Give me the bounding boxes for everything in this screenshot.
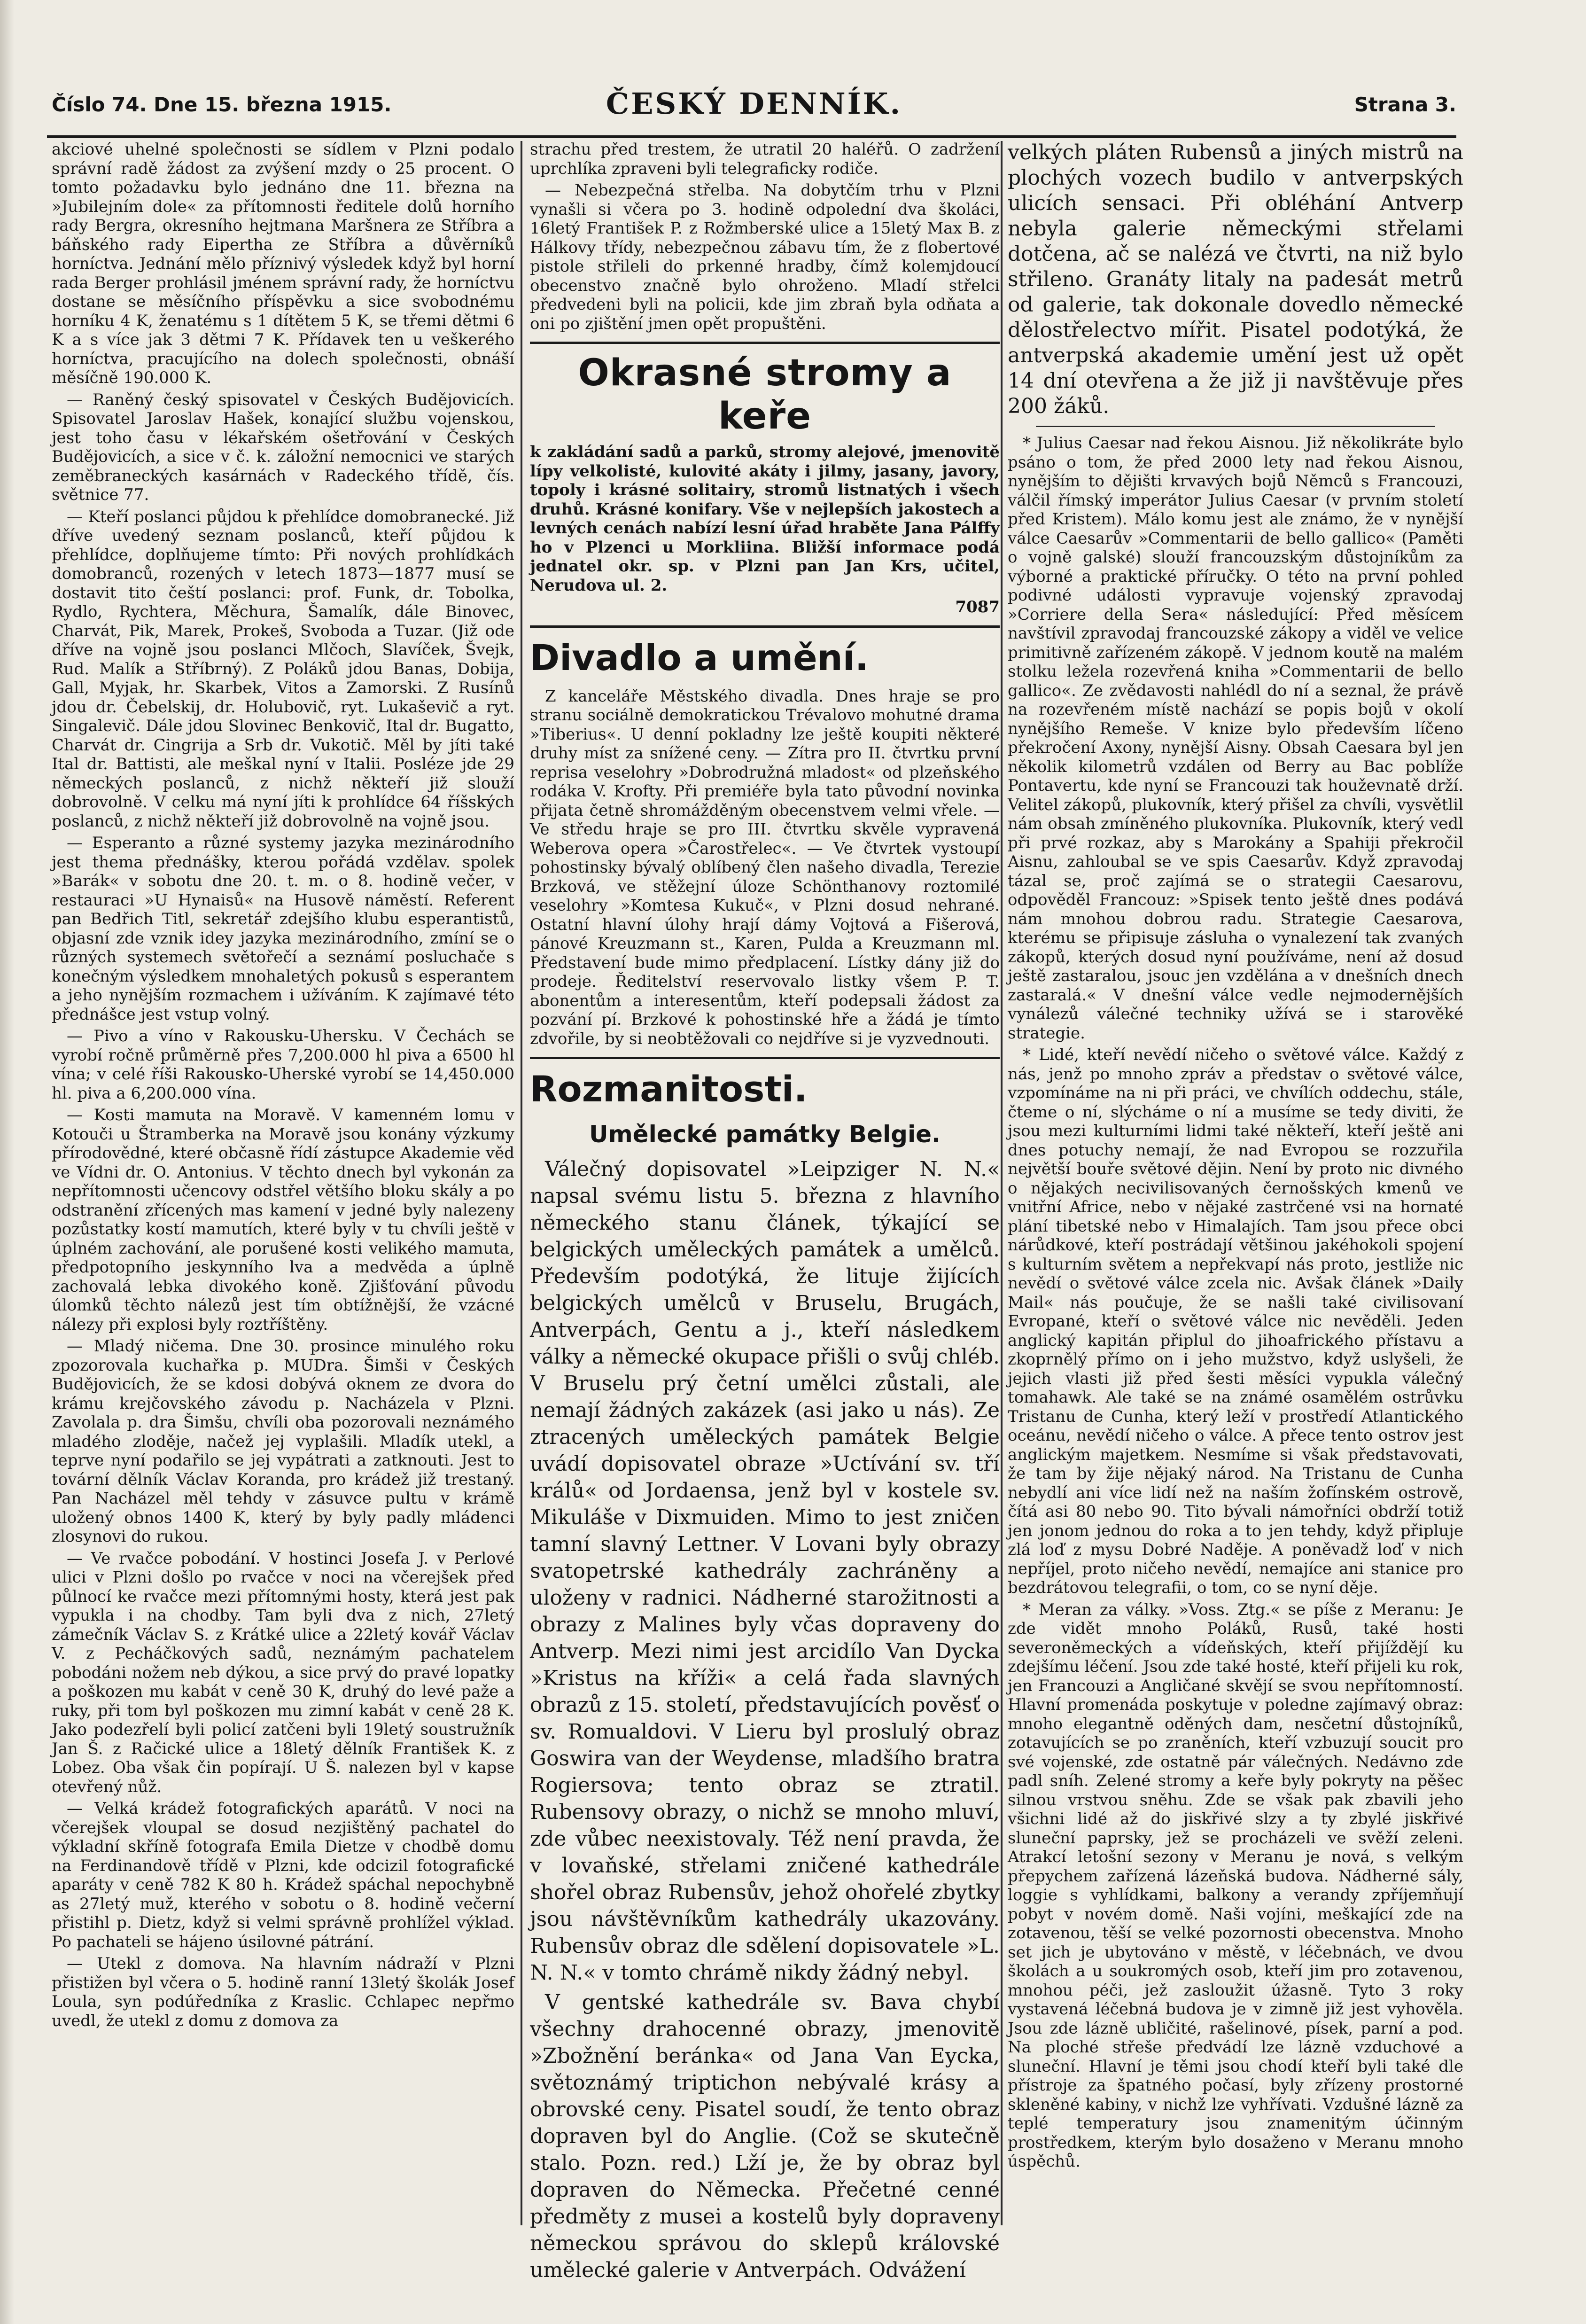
article-text: strachu před trestem, že utratil 20 haléřů. O zadržení uprchlíka zpraveni byli telegraficky rodiče. <box>530 140 1000 178</box>
column-divider <box>1001 141 1003 2225</box>
section-heading-theatre: Divadlo a umění. <box>530 636 869 678</box>
section-rule <box>530 342 1000 344</box>
news-item-esperanto: — Esperanto a různé systemy jazyka mezinárodního jest thema přednášky, kterou pořádá vzdělav. spolek »Barák« v sobotu dne 20. t. m. o 8. hodině večer, v restauraci »U Hynaisů« na Husově náměstí. Referent pan Bedřich Titl, sekretář zdejšího klubu esperantistů, objasní zde vznik idey jazyka mezinárodního, zmíní se o různých systemech světořečí a seznámí posluchače s konečným výsledkem mnohaletých pokusů s esperantem a jeho nynějším rozmachem i užíváním. K zajímavé této přednášce jest vstup volný. <box>52 834 514 1024</box>
news-item-mammoth: — Kosti mamuta na Moravě. V kamenném lomu v Kotouči u Štramberka na Moravě jsou konány výzkumy přírodovědné, které občasně řídí zástupce Akademie věd ve Vídni dr. O. Antonius. V těchto dnech byl vykonán za nepřítomnosti učencovy odstřel většího bloku skály a po odstranění zřícených mas kamení v jedné byly nalezeny pozůstatky kostí mamutích, které byly v tu chvíli ještě v úplném zachování, ale porušené kosti velikého mamuta, předpotopního jeskynního lva a medvěda a úplně zachovalá lebka divokého koně. Zjišťování původu úlomků těchto nálezů jest tím obtížnější, že vzácné nálezy při explosi byly roztříštěny. <box>52 1106 514 1334</box>
news-item-writer: — Raněný český spisovatel v Českých Budějovicích. Spisovatel Jaroslav Hašek, konající službu vojenskou, jest toho času v lékařském ošetřování v Českých Budějovicích, a sice v č. k. záložní nemocnici ve starých zeměbraneckých kasárnách v Radeckého třídě, čís. světnice 77. <box>52 390 514 504</box>
column-1 <box>52 140 514 2225</box>
section-rule <box>530 625 1000 628</box>
issue-date: Číslo 74. Dne 15. března 1915. <box>52 93 392 116</box>
section-rule <box>1036 426 1435 427</box>
section-heading-misc: Rozmanitosti. <box>530 1068 808 1110</box>
masthead-title: ČESKÝ DENNÍK. <box>606 86 902 121</box>
article-text: V gentské kathedrále sv. Bava chybí všechny drahocenné obrazy, jmenovitě »Zbožnění beránka« od Jana Van Eycka, světoznámý triptichon nebývalé krásy a obrovské ceny. Pisatel soudí, že tento obraz dopraven byl do Anglie. (Což se skutečně stalo. Pozn. red.) Lží je, že by obraz byl dopraven do Německa. Přečetné cenné předměty z musei a kostelů byly dopraveny německou správou do sklepů královské umělecké galerie v Antverpách. Odvážení <box>530 1990 1000 2282</box>
page-edge-shadow <box>0 0 14 2324</box>
news-item-young-thief: — Mladý ničema. Dne 30. prosince minulého roku zpozorovala kuchařka p. MUDra. Šimši v Českých Budějovicích, že se kdosi dobývá oknem ze dvora do krámu krejčovského závodu p. Nacházela v Plzni. Zavolala p. dra Šimšu, chvíli oba pozorovali neznámého mladého zloděje, načež jej vyplašili. Mladík utekl, a teprve nyní podařilo se jej vypátrati a zatknouti. Jest to tovární dělník Václav Koranda, pro krádež již trestaný. Pan Nacházel měl tehdy v zásuvce pultu v krámě uložený obnos 1400 K, který by byly padly mládenci zlosynovi do rukou. <box>52 1337 514 1546</box>
article-text: velkých pláten Rubensů a jiných mistrů na plochých vozech budilo v antverpských ulicích sensaci. Při obléhání Antverp nebyla galerie německými střelami dotčena, ač se nalézá ve čtvrti, na niž bylo střileno. Granáty litaly na padesát metrů od galerie, tak dokonale dovedlo německé dělostřelectvo mířit. Pisatel podotýká, že antverpská akademie umění jest už opět 14 dní otevřena a že již ji navštěvuje přes 200 žáků. <box>1008 140 1463 418</box>
news-item-camera-theft: — Velká krádež fotografických aparátů. V noci na včerejšek vloupal se dosud nezjištěný pachatel do výkladní skříně fotografa Emila Dietze v chodbě domu na Ferdinandově třídě v Plzni, kde odcizil fotografické aparáty v ceně 782 K 80 h. Krádež spáchal nepochybně as 27letý muž, kterého v sobotu o 8. hodině večerní přistihl p. Dietz, když si velmi správně prohlížel výklad. Po pachateli se hájeno úsilovné pátrání. <box>52 1799 514 1951</box>
article-text: akciové uhelné společnosti se sídlem v Plzni podalo správní radě žádost za zvýšení mzdy o 25 procent. O tomto požadavku bylo jednáno dne 11. března na »Jubilejním dole« za přítomnosti ředitele dolů horního rady Bergra, okresního hejtmana Maršnera ze Stříbra a báňského rady Eipertha ze Stříbra a důvěrníků horníctva. Jednání mělo příznivý výsledek když byl horní rada Berger prohlásil jménem správní rady, že horníctvu dostane se měsíčního příspěvku a sice svobodnému horníku 4 K, ženatému s 1 dítětem 5 K, se třemi dětmi 6 K a s více jak 3 dětmi 7 K. Přídavek ten u veškerého horníctva, pracujícího na dolech společnosti, obnáší měsíčně 190.000 K. <box>52 140 514 387</box>
news-item-beer-wine: — Pivo a víno v Rakousku-Uhersku. V Čechách se vyrobí ročně průměrně přes 7,200.000 hl piva a 6500 hl vína; v celé říši Rakousko-Uherské vyrobí se 14,450.000 hl. piva a 6,200.000 vína. <box>52 1027 514 1103</box>
column-3 <box>1008 140 1463 2225</box>
column-2 <box>530 140 1000 2282</box>
news-item-unaware-people: * Lidé, kteří nevědí ničeho o světové válce. Každý z nás, jenž po mnoho zpráv a představ o světové válce, vzpomínáme na ni při práci, ve chvílích oddechu, stále, čteme o ní, slýcháme o ní a musíme se tedy diviti, že jsou mezi kulturními lidmi také někteří, kteří ještě ani dnes potuchy nemají, že nad Evropou se rozzuřila největší bouře světové dějin. Není by proto nic divného o nějakých necivilisovaných černošských kmenů ve vnitřní Africe, nebo v nějaké zastrčené vsi na hornaté plání tibetské nebo v Himalajích. Tam jsou přece obci nárůdkové, kteří postrádají většinou jakéhokoli spojení s kulturním světem a nepřekvapí nás proto, jestliže nic nevědí o světové válce zcela nic. Avšak článek »Daily Mail« nás poučuje, že se našli také civilisovaní Evropané, kteří o světové válce nic nevěděli. Jeden anglický kapitán připlul do jihoafrického přístavu a zkoprnělý přímo on i jeho mužstvo, když uslyšeli, že jejich vlasti již před šesti měsíci vypukla válečný tomahawk. Ale také se na známé osamělém ostrůvku Tristanu de Cunha, který leží v prostředí Atlantického oceánu, nevědí ničeho o válce. A přece tento ostrov jest anglickým majetkem. Nesmíme si však představovati, že tam by žije nějaký národ. Na Tristanu de Cunha nebydlí ani více lidí než na naším žofínském ostrově, čítá asi 80 nebo 90. Tito bývali námořníci obdrží totiž jen jonom jednou do roka a to jen tehdy, když připluje zlá loď z mysu Dobré Naděje. A poněvadž loď v nich nepříjel, proto ničeho nevědí, nemajíce ani stanice pro bezdrátovou telegrafii, o tom, co se nyní děje. <box>1008 1045 1463 1597</box>
theatre-text: Z kanceláře Městského divadla. Dnes hraje se pro stranu sociálně demokratickou Trévalovo mohutné drama »Tiberius«. U denní pokladny lze ještě koupiti některé druhy míst za snížené ceny. — Zítra pro II. čtvrtku první reprisa veselohry »Dobrodružná mladost« od plzeňského rodáka V. Krofty. Při premiéře byla tato původní novinka přijata četně shromážděným obecenstvem velmi vřele. — Ve středu hraje se pro III. čtvrtku skvěle vypravená Weberova opera »Čarostřelec«. — Ve čtvrtek vystoupí pohostinsky bývalý oblíbený člen našeho divadla, Terezie Brzková, ve stěžejní úloze Schönthanovy roztomilé veselohry »Komtesa Kukuč«, v Plzni dosud nehrané. Ostatní hlavní úlohy hrají dámy Vojtová a Fišerová, pánové Kreuzmann st., Karen, Pulda a Kreuzmann ml. Představení bude mimo předplacení. Lístky dány již do prodeje. Ředitelství reservovalo listky všem P. T. abonentům a interesentům, kteří podepsali žádost za pozvání pí. Brzkové k pohostinské hře a žádá je tímto zdvořile, by si neobtěžovali co nejdříve si je vyzvednouti. <box>530 686 1000 1048</box>
news-item-caesar: * Julius Caesar nad řekou Aisnou. Již několikráte bylo psáno o tom, že před 2000 lety nad řekou Aisnou, nynějším to dějišti krvavých bojů Němců s Francouzi, válčil římský imperátor Julius Caesar (v prvním století před Kristem). Málo komu jest ale známo, že v nynější válce Caesarův »Commentarii de bello gallico« (Paměti o vojně galské) slouží francouzským důstojníkům za výborné a praktické příručky. O této na první pohled podivné události vypravuje vojenský zpravodaj »Corriere della Sera« následující: Před měsícem navštívil zpravodaj francouzské zákopy a viděl ve velice primitivně zařízeném zákopě. V jednom koutě na malém stolku ležela rozevřená kniha »Commentarii de bello gallico«. Ze zvědavosti nahlédl do ní a seznal, že právě na rozevřeném místě nachází se popis bojů v okolí nynějšího Remeše. V knize bylo především líčeno překročení Axony, nynější Aisny. Obsah Caesara byl jen několik kilometrů vzdálen od Berry au Bac poblíže Pontavertu, kde nyní se Francouzi tak houževnatě drží. Velitel zákopů, plukovník, který přišel za chvíli, vysvětlil nám obsah zmíněného plukovníka. Plukovník, který vedl při prvé rozkaz, aby s Marokány a Spahiji překročil Aisnu, zahloubal se ve spis Caesarův. Když zpravodaj tázal se, proč zajímá se o strategii Caesarovu, odpověděl Francouz: »Spisek tento ještě dnes podává nám mnohou dobrou radu. Strategie Caesarova, kterému se připisuje zásluha o vynalezení tak zvaných zákopů, kterých dosud nyní používáme, není až dosud ještě zastaralou, jsouc jen vzdělána a v dnešních dnech zastaralá.« V dnešní válce vedle nejmodernějších vynálezů válečné techniky užívá se i starověké strategie. <box>1008 434 1463 1043</box>
ad-number: 7087 <box>955 598 1000 616</box>
header-rule <box>47 135 1456 138</box>
article-subheading: Umělecké památky Belgie. <box>589 1121 941 1148</box>
page-header <box>52 85 1456 132</box>
ad-body: k zakládání sadů a parků, stromy alejové, jmenovitě lípy velkolisté, kulovité akáty i jilmy, jasany, javory, topoly i krásné solitairy, stromů listnatých i všech druhů. Krásné konifary. Vše v nejlepších jakostech a levných cenách nabízí lesní úřad hraběte Jana Pálffy ho v Plzenci u Morkliina. Bližší informace podá jednatel okr. sp. v Plzni pan Jan Krs, učitel, Nerudova ul. 2. <box>530 443 1000 595</box>
section-rule <box>530 1057 1000 1059</box>
article-text: Válečný dopisovatel »Leipziger N. N.« napsal svému listu 5. března z hlavního německého stanu článek, týkající se belgických uměleckých památek a umělců. Především podotýká, že lituje žijících belgických umělců v Bruselu, Brugách, Antverpách, Gentu a j., kteří následkem války a německé okupace přišli o svůj chléb. V Bruselu prý četní umělci zůstali, ale nemají žádných zakázek (asi jako u nás). Ze ztracených uměleckých památek Belgie uvádí dopisovatel obraze »Uctívání sv. tří králů« od Jordaensa, jenž byl v kostele sv. Mikuláše v Dixmuiden. Mimo to jest zničen tamní slavný Lettner. V Lovani byly obrazy svatopetrské kathedrály zachráněny a uloženy v radnici. Nádherné starožitnosti a obrazy z Malines byly včas dopraveny do Antverp. Mezi nimi jest arcidílo Van Dycka »Kristus na kříži« a celá řada slavných obrazů z 15. století, představujících pověsť o sv. Romualdovi. V Lieru byl proslulý obraz Goswira van der Weydense, mladšího bratra Rogiersova; tento obraz se ztratil. Rubensovy obrazy, o nichž se mnoho mluví, zde vůbec neexistovaly. Též není pravda, že v lovaňské, střelami zničené kathedrále shořel obraz Rubensův, jehož ohořelé zbytky jsou návštěvníkům kathedrály ukazovány. Rubensův obraz dle sdělení dopisovatele »L. N. N.« v tomto chrámě nikdy žádný nebyl. <box>530 1157 1000 1985</box>
news-item-runaway: — Utekl z domova. Na hlavním nádraží v Plzni přistižen byl včera o 5. hodině ranní 13letý školák Josef Loula, syn podúředníka z Kraslic. Cchlapec nepřmo uvedl, že utekl z domu z domova za <box>52 1954 514 2030</box>
news-item-deputies: — Kteří poslanci půjdou k přehlídce domobranecké. Již dříve uvedený seznam poslanců, kteří půjdou k přehlídce, doplňujeme tímto: Při nových prohlídkách domobranců, rozených v letech 1873—1877 musí se dostavit tito čeští poslanci: prof. Funk, dr. Tobolka, Rydlo, Rychtera, Měchura, Šamalík, dále Binovec, Charvát, Pik, Marek, Prokeš, Svoboda a Tuzar. (Již ode dříve na vojně jsou poslanci Mlčoch, Slavíček, Švejk, Rud. Malík a Stříbrný). Z Poláků jdou Banas, Dobija, Gall, Myjak, hr. Skarbek, Vitos a Zamorski. Z Rusínů jdou dr. Čebelskij, dr. Holubovič, ryt. Lukaševič a ryt. Singalevič. Dále jdou Slovinec Benkovič, Ital dr. Bugatto, Charvát dr. Cingrija a Srb dr. Vukotič. Měl by jíti také Ital dr. Battisti, ale meškal nyní v Italii. Posléze jde 29 německých poslanců, z nichž někteří již slouží dobrovolně. V celku má nyní jíti k prohlídce 64 říšských poslanců, z nichž někteří již dobrovolně na vojně jsou. <box>52 507 514 831</box>
column-divider <box>521 141 522 2225</box>
news-item-shooting: — Nebezpečná střelba. Na dobytčím trhu v Plzni vynašli si včera po 3. hodině odpolední dva školáci, 16letý František P. z Rožmberské ulice a 15letý Max B. z Hálkovy třídy, nebezpečnou zábavu tím, že z flobertové pistole střileli do prkenné hradby, čímž kolemjdoucí obecenstvo značně bylo ohroženo. Mladí střelci předvedeni byli na policii, kde jim zbraň byla odňata a oni po zjištění jmen opět propuštěni. <box>530 181 1000 333</box>
news-item-brawl: — Ve rvačce pobodání. V hostinci Josefa J. v Perlové ulici v Plzni došlo po rvačce v noci na včerejšek před půlnocí ke rvačce mezi přítomnými hosty, která jest pak vypukla i na chodby. Tam byli dva z nich, 27letý zámečník Václav S. z Krátké ulice a 22letý kovář Václav V. z Pecháčkových sadů, neznámým pachatelem pobodáni nožem neb dýkou, a sice prvý do pravé lopatky a poškozen mu kabát v ceně 30 K, druhý do levé paže a ruky, při tom byl poškozen mu zimní kabát v ceně 28 K. Jako podezřelí byli policí zatčeni byli 19letý soustružník Jan Š. z Račické ulice a 18letý dělník František K. z Lobez. Oba však čin popírají. U Š. nalezen byl v kapse otevřený nůž. <box>52 1549 514 1796</box>
page-number: Strana 3. <box>1354 93 1456 116</box>
news-item-meran: * Meran za války. »Voss. Ztg.« se píše z Meranu: Je zde vidět mnoho Poláků, Rusů, také hosti severoněmeckých a vídeňských, kteří přijíždějí ku zdejšímu léčení. Jsou zde také hosté, kteří přijeli ku rok, jen Francouzi a Angličané skvějí se svou nepřítomností. Hlavní promenáda poskytuje v poledne zajímavý obraz: mnoho elegantně oděných dam, nesčetní důstojníků, zotavujících se po zraněních, kteří vzbuzují soucit pro své vojenské, zde ostatně pár válečných. Nedávno zde padl sníh. Zelené stromy a keře byly pokryty na pěšec silnou vrstvou sněhu. Zde se však pak zbavili jeho všichni lidé až do jiskřivé slzy a ty zbylé jiskřivé sluneční paprsky, jež se procházeli ve svěží zeleni. Atrakcí letošní sezony v Meranu je nová, s velkým přepychem zařízená lázeňská budova. Nádherné sály, loggie s vyhlídkami, balkony a verandy zpříjemňují pobyt v novém domě. Naši vojíni, meškající zde na zotavenou, těší se velké pozornosti obecenstva. Mnoho set jich je ubytováno v městě, v léčebnách, ve dvou školách a u soukromých osob, kteří jim pro zotavenou, mnohou péči, jež zasloužit úžasně. Tyto 3 roky vystavená léčebná budova je v zimně již jest vyhověla. Jsou zde lázně ubličité, rašelinové, písek, parní a pod. Na ploché střeše předvádí lze lázně vzduchové a sluneční. Hlavní je těmi jsou chodí kteří byli také dle přístroje za špatného počasí, byly zřízeny prostorné skleněné kabiny, v nichž lze vyhřívati. Vzdušné lázně za teplé temperatury jsou znamenitým účinným prostředkem, kterým bylo dosaženo v Meranu mnoho úspěchů. <box>1008 1600 1463 2171</box>
ad-heading: Okrasné stromy a keře <box>578 352 952 437</box>
